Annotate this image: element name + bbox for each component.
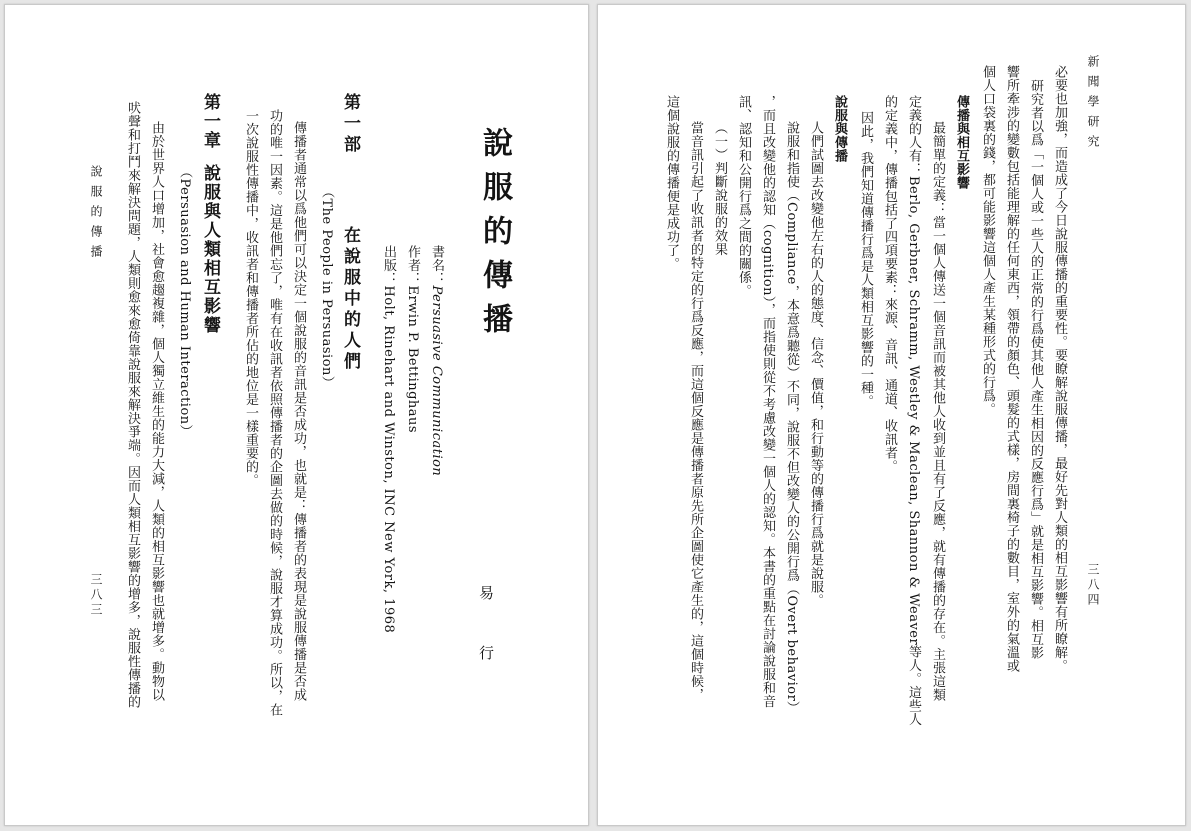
chapter-heading [196,93,224,335]
right-running-head: 新聞學研究 [1086,55,1100,155]
chapter-line-1: 由於世界人口增加，社會愈趨複雜，個人獨立維生的能力大減，人類的相互影響也就增多。動物以 [149,121,164,702]
para3-line-2: 說服和指使（Compliance，本意爲聽從）不同，說服不但改變人的公開行爲（Overt behavior） [784,121,799,715]
book-author-line [400,245,424,433]
heading-persuasion-communication: 說服與傳播 [832,95,847,163]
para2-line-3: 的定義中，傳播包括了四項要素：來源、音訊、通道、收訊者。 [882,95,897,473]
book-publisher-value: Holt, Rinehart and Winston, INC New York, 1968 [381,285,396,634]
para1-line-2: 研究者以爲「一個人或一些人的正常的行爲使其他人產生相因的反應行爲」就是相互影響。相互影 [1028,79,1043,660]
intro-line-1: 傳播者通常以爲他們可以決定一個說服的音訊是否成功，也就是：傳播者的表現是說服傳播是否成 [291,121,306,702]
intro-line-3: 一次說服性傳播中，收訊者和傳播者所佔的地位是一樣重要的。 [243,109,258,487]
book-publisher-label: 出版： [381,245,396,286]
para3-line-4: 訊、認知和公開行爲之間的關係。 [736,95,751,298]
intro-line-2: 功的唯一因素。這是他們忘了，唯有在收訊者依照傳播者的企圖去做的時候，說服才算成功。所以，在 [267,109,282,717]
part-subtitle: （The People in Persuasion） [319,185,334,390]
left-running-head: 說服的傳播 [89,165,103,265]
book-author-value: Erwin P. Bettinghaus [405,285,420,434]
book-author-label: 作者： [405,245,420,286]
para3-line-7: 這個說服的傳播便是成功了。 [664,95,679,271]
right-page [597,4,1186,826]
book-publisher-line [376,245,400,633]
para3-line-6: 當音訊引起了收訊者的特定的行爲反應，而這個反應是傳播者原先所企圖使它產生的，這個時候， [688,121,703,702]
part-heading [336,93,364,373]
para1-line-1: 必要也加強，而造成了今日說服傳播的重要性。要瞭解說服傳播，最好先對人類的相互影響有所瞭解。 [1052,65,1067,673]
subheading-judging-effect: （一）判斷說服的效果 [712,121,727,256]
part-label: 第一部 [340,93,360,156]
heading-communication-interaction: 傳播與相互影響 [954,95,969,190]
para1-line-4: 個人口袋裏的錢，都可能影響這個人產生某種形式的行爲。 [980,65,995,416]
book-name-line [424,245,448,476]
article-author: 易 行 [477,585,495,680]
chapter-label: 第一章 [200,93,220,150]
book-name-label: 書名： [429,245,444,286]
left-page [4,4,589,826]
part-title: 在說服中的人們 [340,226,360,373]
para3-line-3: ，而且改變他的認知（cognition），而指使則從不考慮改變一個人的認知。本書的重點在討論說服和音 [760,95,775,709]
para1-line-3: 響所牽涉的變數包括能理解的任何東西，領帶的顏色、頭髮的式樣，房間裏椅子的數目，室外的氣溫或 [1004,65,1019,673]
right-page-number: 三八四 [1086,563,1100,608]
para2-line-2: 定義的人有：Berlo, Gerbner, Schramm, Westley & Maclean, Shannon & Weaver等人。這些人 [906,95,921,727]
chapter-subtitle: （Persuasion and Human Interaction） [177,165,192,439]
book-name-value: Persuasive Communication [429,285,444,477]
left-page-number: 三八三 [89,573,103,618]
para3-line-1: 人們試圖去改變他左右的人的態度、信念、價值，和行動等的傳播行爲就是說服。 [808,121,823,607]
chapter-line-2: 吠聲和打鬥來解決問題，人類則愈來愈倚靠說服來解決爭端。因而人類相互影響的增多，說服性傳播的 [125,101,140,709]
para2-line-1: 最簡單的定義：當一個人傳送一個音訊而被其他人收到並且有了反應，就有傳播的存在。主張這類 [930,121,945,702]
chapter-title: 說服與人類相互影響 [200,164,220,335]
article-title: 說服的傳播 [477,127,512,347]
para2-line-4: 因此，我們知道傳播行爲是人類相互影響的一種。 [858,111,873,408]
